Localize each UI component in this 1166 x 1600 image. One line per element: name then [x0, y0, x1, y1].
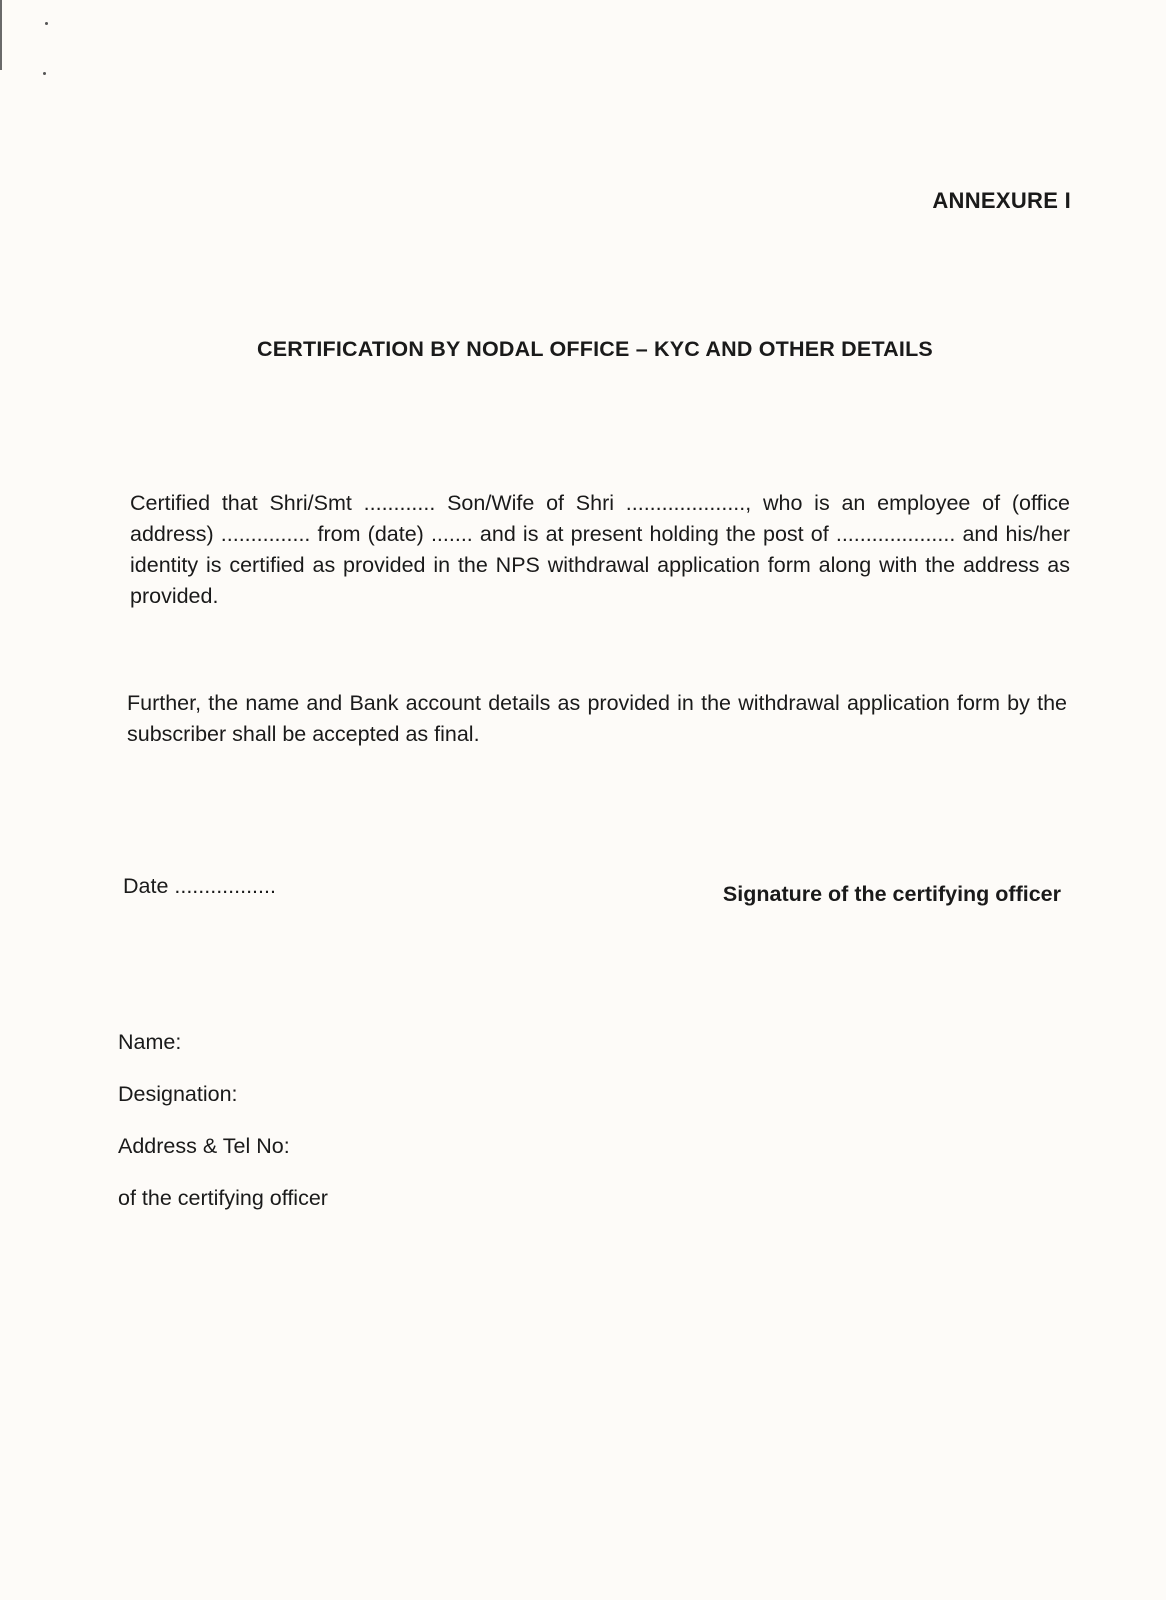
scan-speck [43, 72, 46, 75]
bank-details-paragraph: Further, the name and Bank account details as provided in the withdrawal application form by the subscriber shall be accepted as final. [127, 691, 1067, 746]
certification-paragraph: Certified that Shri/Smt ............ Son/Wife of Shri ...................., who is an employee of (office address) ............... from (date) ....... and is at present holding the post of .................... and his/her identity is certified as provided in the NPS withdrawal application form along with the address as provided. [130, 491, 1070, 608]
officer-designation-field: Designation: [118, 1082, 238, 1106]
scan-edge-mark [0, 0, 2, 70]
signature-label: Signature of the certifying officer [722, 882, 1061, 906]
officer-caption: of the certifying officer [118, 1186, 328, 1210]
officer-name-field: Name: [118, 1030, 182, 1054]
annexure-label: ANNEXURE I [932, 188, 1071, 213]
officer-address-field: Address & Tel No: [118, 1134, 290, 1158]
date-field: Date ................. [123, 874, 276, 898]
document-title: CERTIFICATION BY NODAL OFFICE – KYC AND OTHER DETAILS [257, 337, 933, 361]
scan-speck [45, 22, 48, 25]
